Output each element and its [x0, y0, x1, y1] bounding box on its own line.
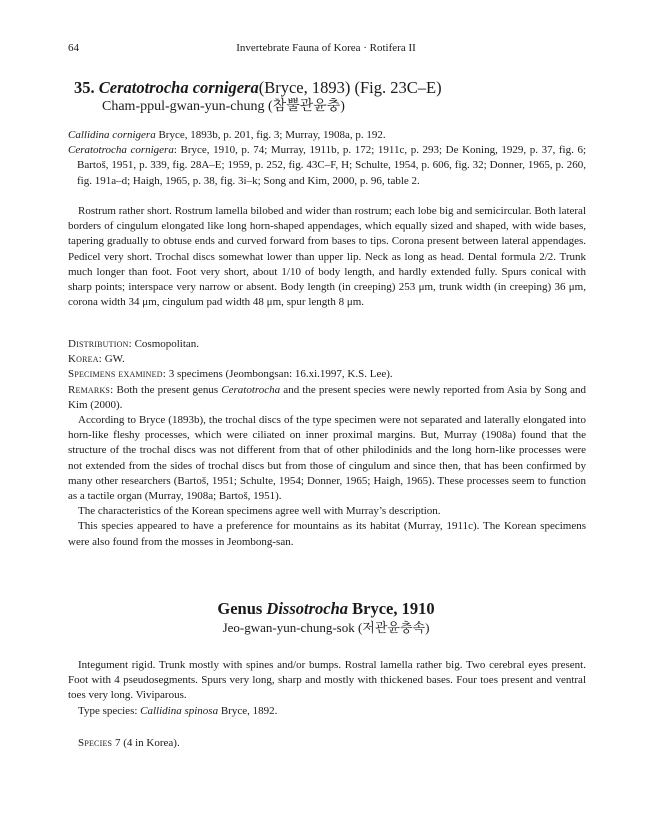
- korea-label: Korea:: [68, 353, 102, 366]
- species-author: (Bryce, 1893): [258, 78, 351, 97]
- remarks-genus: Ceratotrocha: [221, 383, 281, 396]
- synonym-name: Callidina cornigera: [68, 129, 156, 141]
- distribution-value: Cosmopolitan.: [131, 338, 200, 350]
- remarks-paragraph: [68, 383, 586, 413]
- type-species-name: Callidina spinosa: [140, 704, 219, 717]
- type-species-author: Bryce, 1892.: [218, 704, 278, 717]
- type-species-label: Type species:: [78, 704, 141, 717]
- distribution-label: Distribution:: [68, 338, 132, 350]
- genus-description: [68, 658, 586, 719]
- species-number: 35.: [74, 78, 95, 97]
- korea-value: GW.: [101, 353, 125, 366]
- species-count-label: Species: [78, 737, 113, 749]
- remarks-label: Remarks:: [68, 383, 114, 396]
- remarks-paragraph: According to Bryce (1893b), the trochal discs of the type specimen were not separated and laterally elongated into horn-like fleshy processes, which were ciliated on inner proximal margins. But, Murray (1908a) found that the structure of the trochal discs was not different from that of other philodinids and the long horn-like processes were not extended from the sides of trochal discs but from those of cingulum and since then, that has been confirmed by many other researchers (Bartoš, 1951; Schulte, 1954; Donner, 1965; Haigh, 1965). These processes seem to function as a tactile organ (Murray, 1908a; Bartoš, 1951).: [68, 414, 586, 503]
- species-name: Ceratotrocha cornigera: [98, 78, 259, 97]
- species-korean-name: Cham-ppul-gwan-yun-chung (참뿔관윤충): [102, 99, 345, 114]
- remarks-paragraph: The characteristics of the Korean specimens agree well with Murray’s description.: [78, 505, 441, 518]
- species-count-line: [68, 736, 586, 751]
- korea-line: [68, 352, 586, 367]
- remarks-paragraph: This species appeared to have a preference for mountains as its habitat (Murray, 1911c). The Korean specimens were also found from the mosses in Jeombong-san.: [68, 520, 586, 548]
- genus-description-paragraph: Integument rigid. Trunk mostly with spines and/or bumps. Rostral lamella rather big. Two cerebral eyes present. Foot with 4 pseudosegments. Spurs very long, sharp and mostly with thickened bases. Four toes present and ventral toes very long. Viviparous.: [68, 659, 586, 702]
- synonymy-entry: [68, 128, 586, 143]
- species-records: [68, 337, 586, 550]
- genus-title: [0, 599, 652, 619]
- genus-author: Bryce, 1910: [348, 599, 435, 618]
- species-count-text: [68, 736, 586, 751]
- synonymy-list: [68, 128, 586, 189]
- synonym-name: Ceratotrocha cornigera: [68, 144, 174, 157]
- running-title: Invertebrate Fauna of Korea · Rotifera II: [236, 42, 416, 54]
- page-number: 64: [68, 42, 79, 54]
- synonym-references: Bryce, 1893b, p. 201, fig. 3; Murray, 1908a, p. 192.: [158, 129, 386, 141]
- type-species-line: [68, 704, 586, 719]
- synonym-references: : Bryce, 1910, p. 74; Murray, 1911b, p. 172; 1911c, p. 293; De Koning, 1929, p. 37, fig. 6; Bartoš, 1951, p. 339, fig. 28A–E; 1959, p. 252, fig. 43C–F, H; Schulte, 1954, p. 606, fig. 32; Donner, 1965, p. 260, fig. 191a–d; Haigh, 1965, p. 38, fig. 3i–k; Song and Kim, 2000, p. 96, table 2.: [77, 144, 587, 187]
- specimens-label: Specimens examined:: [68, 368, 166, 381]
- remarks-text: Both the present genus: [113, 383, 222, 396]
- genus-korean-name: Jeo-gwan-yun-chung-sok (저관윤충속): [222, 620, 430, 635]
- figure-reference: (Fig. 23C–E): [354, 78, 442, 97]
- species-description: [68, 204, 586, 310]
- species-count-value: 7 (4 in Korea).: [112, 737, 180, 749]
- genus-name: Dissotrocha: [266, 599, 349, 618]
- synonymy-entry: [68, 143, 586, 189]
- specimens-line: [68, 367, 586, 382]
- genus-prefix: Genus: [217, 599, 267, 618]
- genus-heading: [0, 599, 652, 637]
- remarks-text: and the present species were newly reported from Asia by Song and Kim (2000).: [68, 383, 586, 411]
- species-heading: [74, 78, 594, 116]
- specimens-value: 3 specimens (Jeombongsan: 16.xi.1997, K.S. Lee).: [165, 368, 393, 381]
- species-title: [74, 78, 594, 98]
- description-paragraph: Rostrum rather short. Rostrum lamella bilobed and wider than rostrum; each lobe big and semicircular. Both lateral borders of cingulum elongated like long horn-shaped appendages, which equally sized and shaped, with wide bases, tapering gradually to obtuse ends and curved forward from bases to tips. Corona present between lateral appendages. Pedicel very short. Trochal discs somewhat lower than upper lip. Neck as long as head. Dental formula 2/2. Trunk much longer than foot. Foot very short, about 1/10 of body length, and hardly extended fully. Spurs conical with sharp points; interspace very narrow or absent. Body length (in creeping) 253 μm, trunk width (in creeping) 36 μm, corona width 34 μm, cingulum pad width 48 μm, spur length 8 μm.: [68, 205, 586, 309]
- distribution-line: [68, 337, 586, 352]
